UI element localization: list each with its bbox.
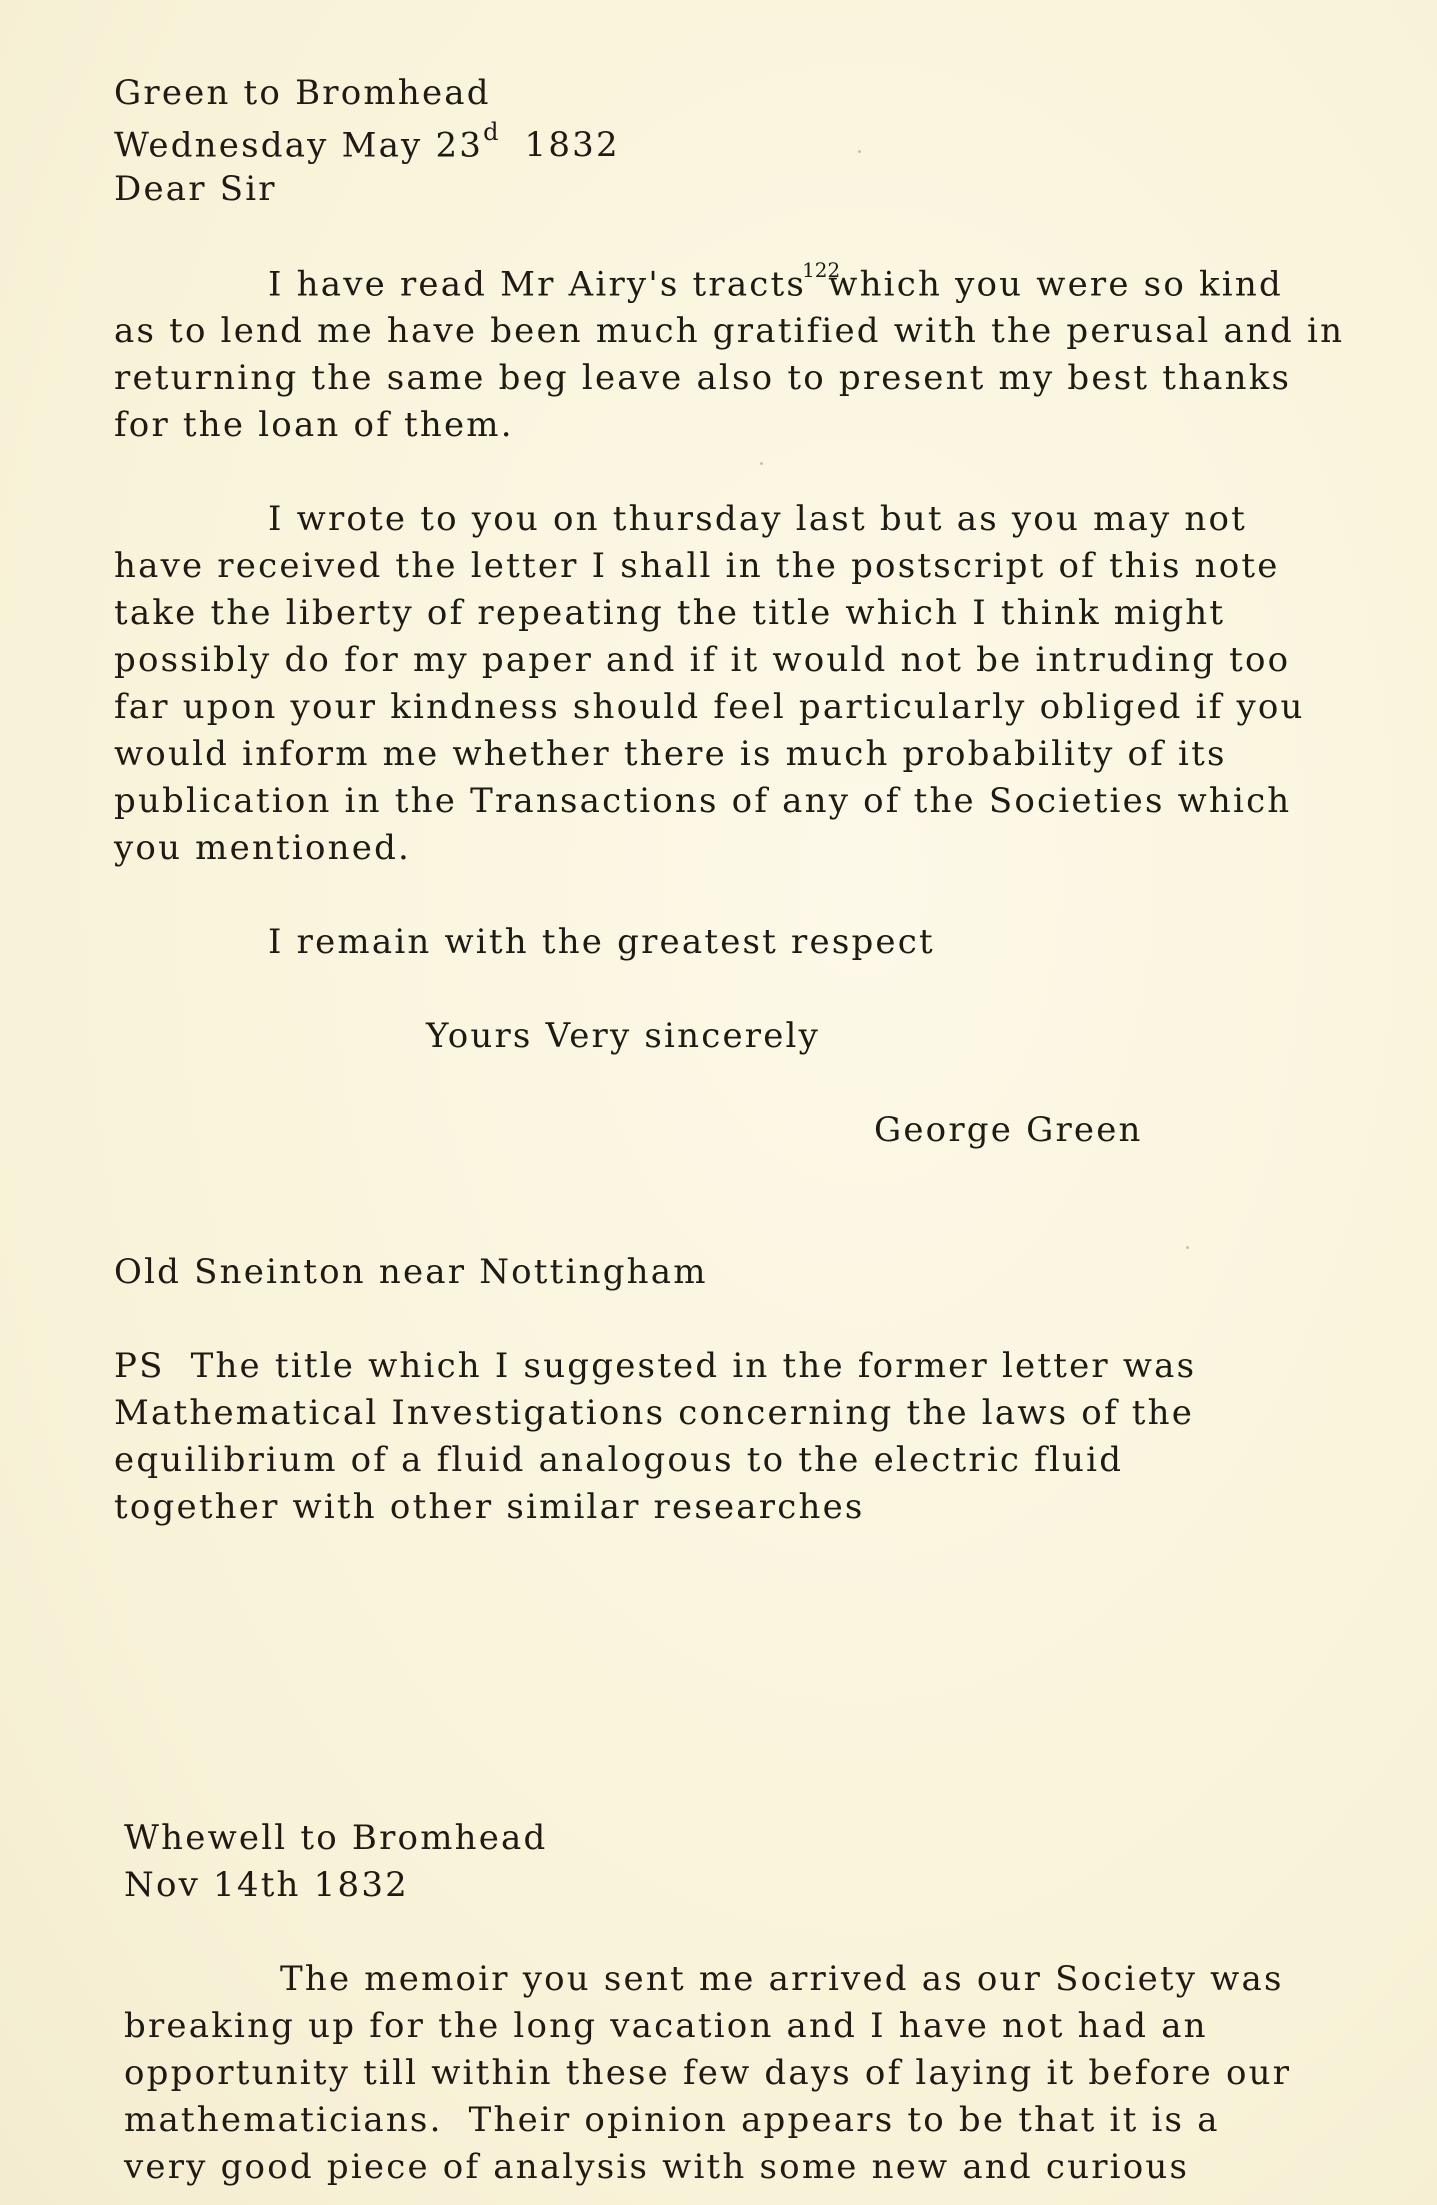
letter1-para2-line: far upon your kindness should feel particularly obliged if you	[114, 687, 1305, 727]
letter1-para1-line4: for the loan of them.	[114, 405, 514, 445]
letter1-para2-line: take the liberty of repeating the title which I think might	[114, 593, 1226, 633]
letter1-para2-line: have received the letter I shall in the postscript of this note	[114, 546, 1280, 586]
letter1-date-ordinal: d	[483, 118, 499, 146]
postscript-line: together with other similar researches	[114, 1487, 865, 1527]
postscript-line: PS The title which I suggested in the former letter was	[114, 1346, 1197, 1386]
letter2-date: Nov 14th 1832	[124, 1865, 409, 1905]
letter1-para2-line: you mentioned.	[114, 828, 412, 868]
letter1-para2-line: possibly do for my paper and if it would not be intruding too	[114, 640, 1291, 680]
letter2-para1-line: The memoir you sent me arrived as our Society was	[280, 1959, 1284, 1999]
letter1-para1-after-note: which you were so kind	[828, 264, 1283, 305]
letter2-heading: Whewell to Bromhead	[124, 1818, 548, 1858]
letter1-closing: I remain with the greatest respect	[268, 922, 935, 962]
letter1-salutation: Dear Sir	[114, 169, 277, 209]
letter1-date-year: 1832	[524, 125, 620, 166]
letter1-para2-line: I wrote to you on thursday last but as you may not	[268, 499, 1248, 539]
postscript-line: Mathematical Investigations concerning the laws of the	[114, 1393, 1195, 1433]
letter2-para1-line: opportunity till within these few days of laying it before our	[124, 2053, 1292, 2093]
letter1-para1-before-note: I have read Mr Airy's tracts	[268, 264, 807, 305]
letter1-para1-line3: returning the same beg leave also to present my best thanks	[114, 358, 1292, 398]
letter1-signature: George Green	[874, 1110, 1143, 1150]
letter1-para1-line2: as to lend me have been much gratified with the perusal and in	[114, 311, 1345, 351]
paper-speck	[1186, 1246, 1189, 1249]
letter1-para1-line1	[268, 258, 1283, 305]
letter1-date-text: Wednesday May 23	[114, 125, 484, 166]
letter2-para1-line: breaking up for the long vacation and I have not had an	[124, 2006, 1208, 2046]
letter1-para2-line: publication in the Transactions of any of the Societies which	[114, 781, 1292, 821]
letter2-para1-line: very good piece of analysis with some new and curious	[124, 2147, 1190, 2187]
letter1-heading: Green to Bromhead	[114, 73, 491, 113]
letter1-sign-off: Yours Very sincerely	[426, 1016, 821, 1056]
letter1-para2-line: would inform me whether there is much probability of its	[114, 734, 1227, 774]
letter1-date	[114, 118, 620, 166]
paper-speck	[858, 150, 861, 153]
paper-speck	[760, 462, 763, 465]
postscript-line: equilibrium of a fluid analogous to the electric fluid	[114, 1440, 1124, 1480]
footnote-marker: 122	[802, 258, 841, 282]
letter1-address: Old Sneinton near Nottingham	[114, 1252, 708, 1292]
letter2-para1-line: mathematicians. Their opinion appears to be that it is a	[124, 2100, 1220, 2140]
